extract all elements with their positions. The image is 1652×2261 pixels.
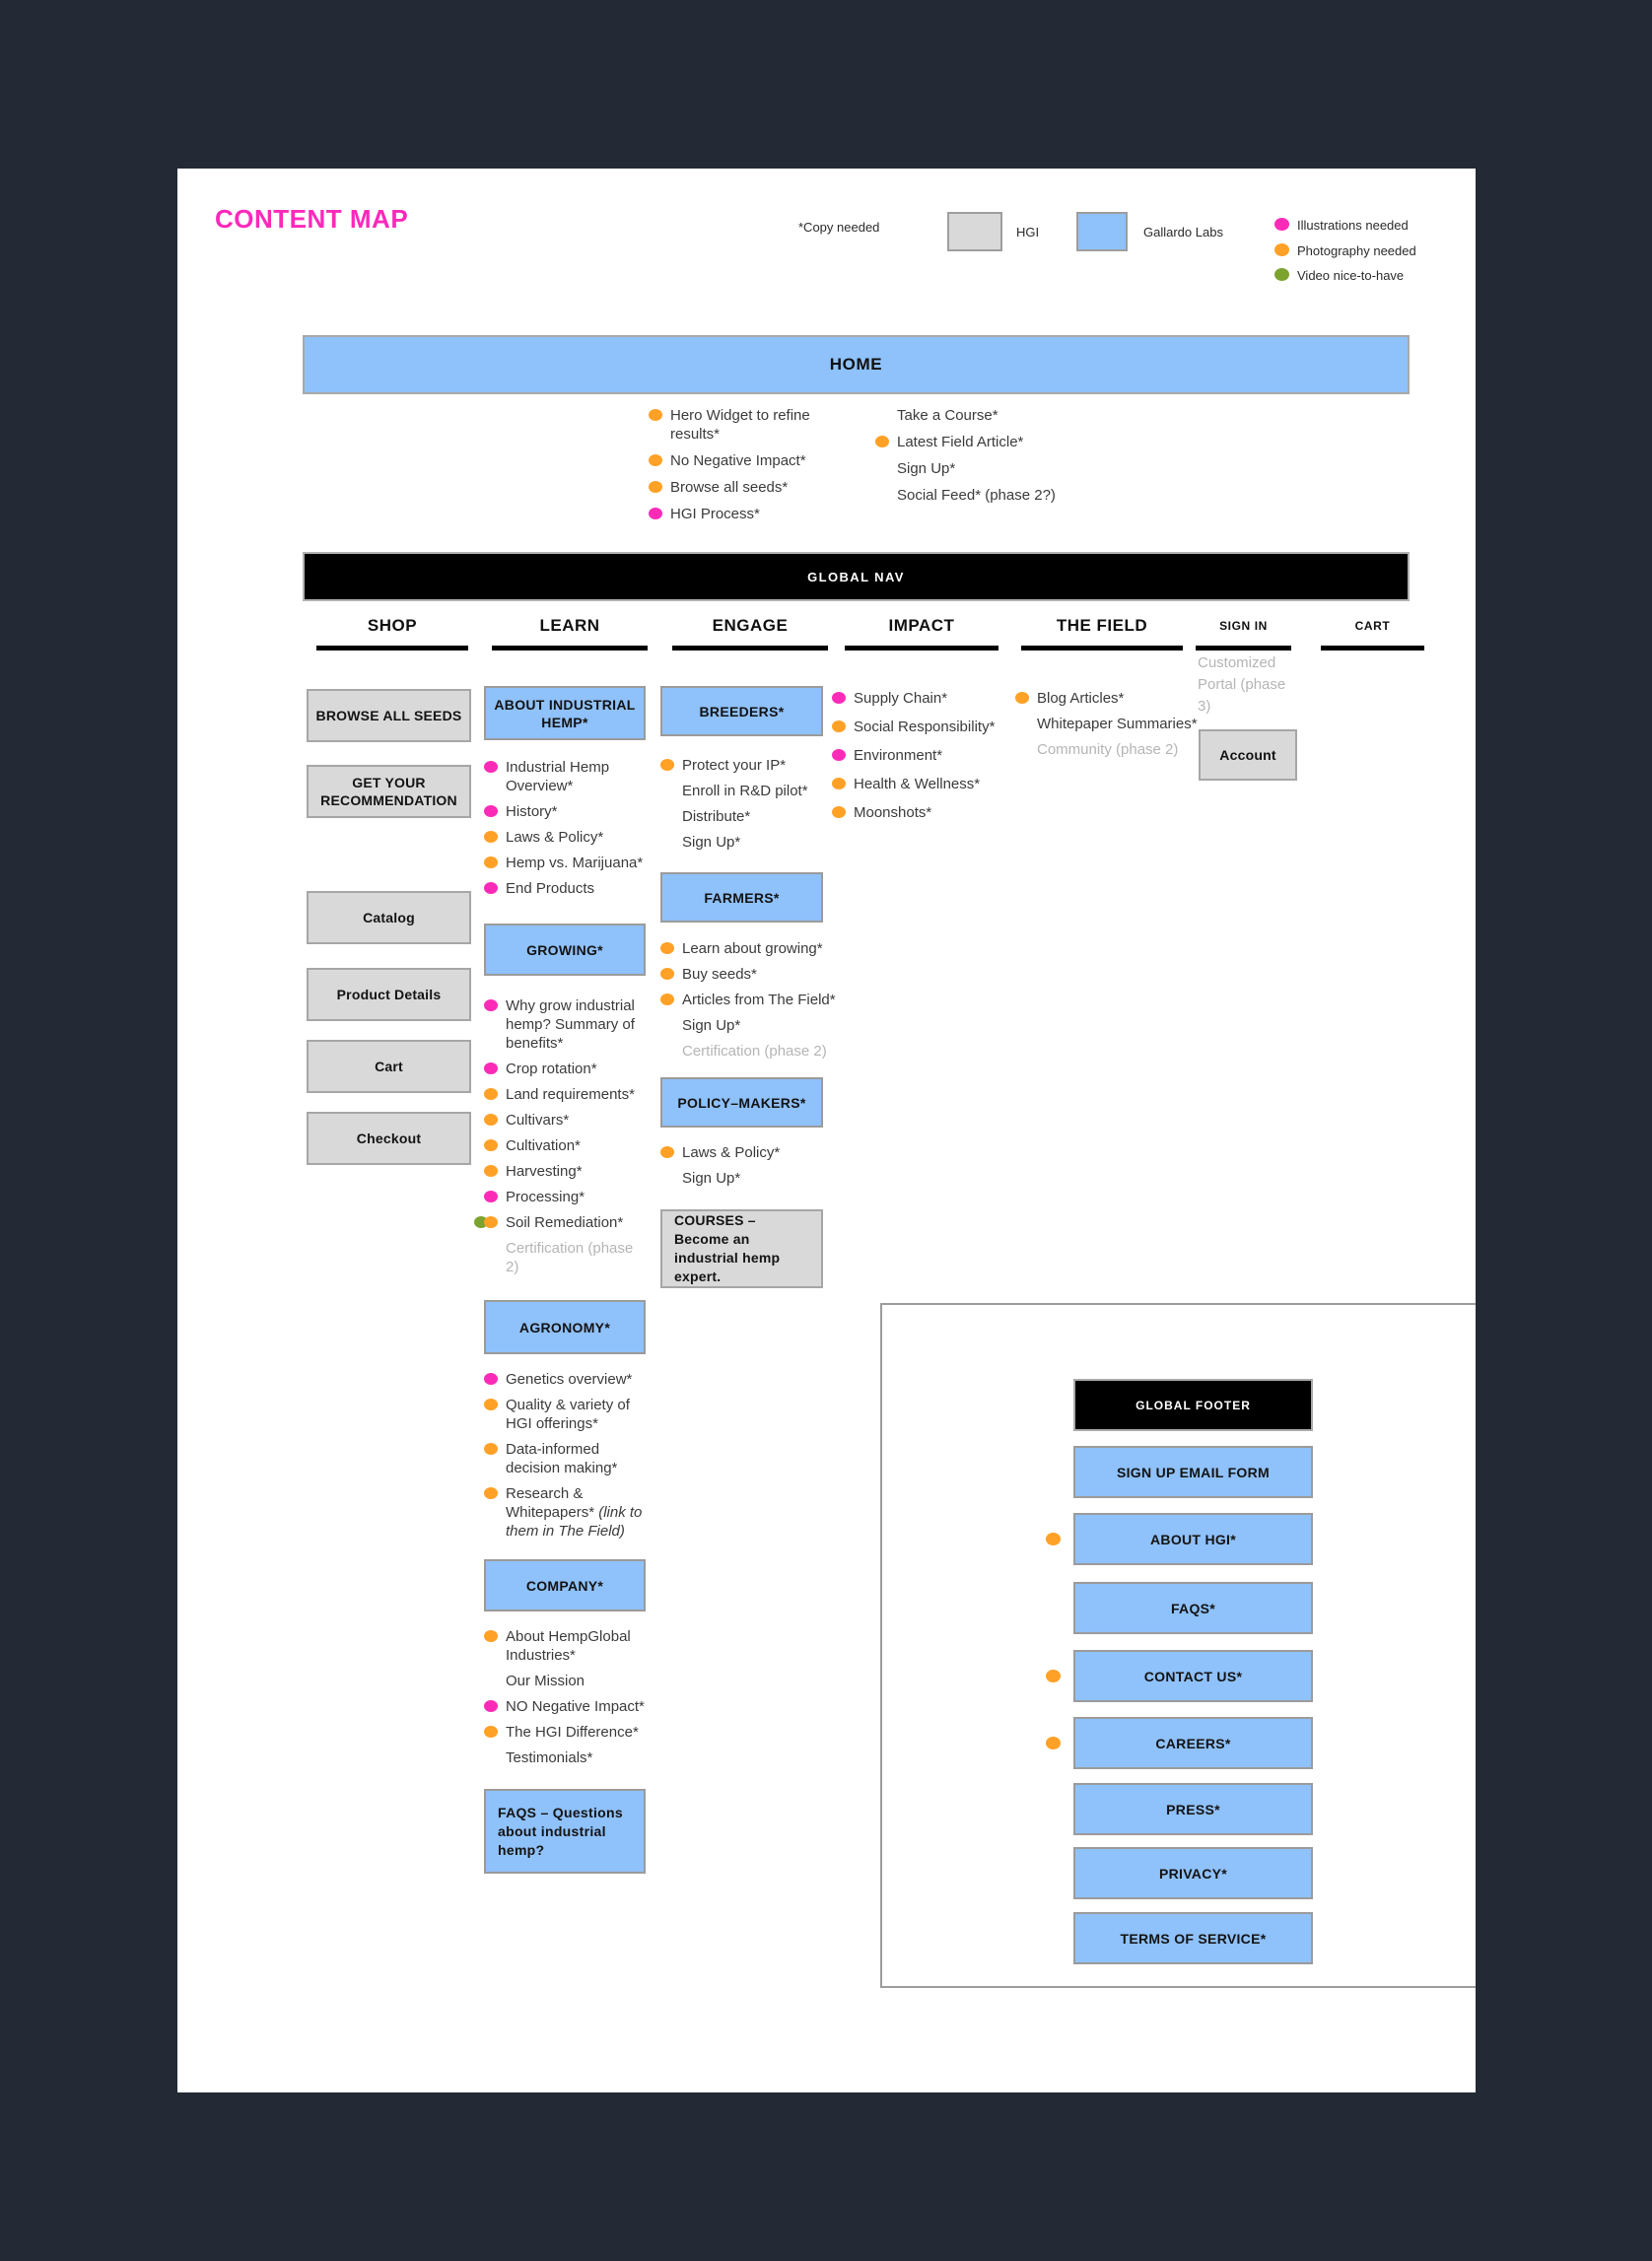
legend-copy-note: *Copy needed bbox=[798, 220, 880, 235]
list-item bbox=[484, 1723, 650, 1742]
item-label: Supply Chain* bbox=[854, 690, 948, 707]
nav-header-learn-label: LEARN bbox=[539, 616, 600, 635]
engage-list-farmers bbox=[660, 939, 848, 1067]
item-label: Environment* bbox=[854, 747, 943, 764]
orange-dot-icon bbox=[1015, 692, 1029, 704]
nav-header-sign-in bbox=[1196, 614, 1291, 651]
list-item bbox=[484, 1697, 650, 1716]
nav-header-cart bbox=[1321, 614, 1424, 651]
orange-dot-icon bbox=[832, 806, 846, 818]
sign-in-note: Customized Portal (phase 3) bbox=[1198, 654, 1286, 715]
item-label: Health & Wellness* bbox=[854, 776, 981, 792]
item-dots bbox=[484, 761, 498, 773]
orange-dot-icon bbox=[1046, 1670, 1061, 1682]
pink-dot-icon bbox=[484, 761, 498, 773]
footer-box-terms-of-service: TERMS OF SERVICE* bbox=[1073, 1912, 1313, 1964]
nav-header-impact-label: IMPACT bbox=[888, 616, 955, 635]
item-label: Quality & variety of HGI offerings* bbox=[506, 1397, 630, 1432]
orange-dot-icon bbox=[875, 436, 889, 447]
item-dots bbox=[484, 1062, 498, 1074]
item-label: The HGI Difference* bbox=[506, 1724, 639, 1741]
item-label: Latest Field Article* bbox=[897, 434, 1024, 450]
orange-dot-icon bbox=[484, 1114, 498, 1126]
item-dots bbox=[484, 1114, 498, 1126]
item-dots bbox=[875, 489, 889, 501]
item-label: Data-informed decision making* bbox=[506, 1441, 618, 1476]
list-item bbox=[1015, 715, 1203, 733]
item-label: Our Mission bbox=[506, 1673, 585, 1689]
item-dots bbox=[484, 1630, 498, 1642]
item-label: End Products bbox=[506, 880, 595, 897]
item-label: Take a Course* bbox=[897, 407, 998, 424]
page-title: CONTENT MAP bbox=[215, 204, 409, 234]
orange-dot-icon bbox=[484, 1216, 498, 1228]
engage-box-courses: COURSES – Become an industrial hemp expert. bbox=[660, 1209, 823, 1288]
orange-dot-icon bbox=[484, 856, 498, 868]
item-dots bbox=[649, 409, 662, 421]
item-label: Research & Whitepapers* (link to them in The Field) bbox=[506, 1485, 643, 1540]
legend-label-video: Video nice-to-have bbox=[1297, 268, 1405, 283]
item-dots bbox=[1015, 692, 1029, 704]
nav-header-shop bbox=[316, 614, 468, 651]
pink-dot-icon bbox=[484, 1191, 498, 1202]
item-dots bbox=[660, 1045, 674, 1057]
list-item bbox=[832, 718, 1014, 736]
learn-box-agronomy: AGRONOMY* bbox=[484, 1300, 646, 1354]
item-dots bbox=[484, 999, 498, 1011]
item-dots bbox=[484, 1165, 498, 1177]
list-item bbox=[875, 433, 1082, 451]
item-label: Land requirements* bbox=[506, 1086, 635, 1103]
orange-dot-icon bbox=[660, 942, 674, 954]
item-label: Enroll in R&D pilot* bbox=[682, 783, 808, 799]
nav-header-engage bbox=[672, 614, 828, 651]
item-dots bbox=[484, 1088, 498, 1100]
pink-dot-icon bbox=[649, 508, 662, 519]
item-dots bbox=[484, 1443, 498, 1455]
item-dots bbox=[484, 1700, 498, 1712]
global-footer-panel bbox=[880, 1303, 1476, 1988]
item-label: Blog Articles* bbox=[1037, 690, 1125, 707]
list-item bbox=[660, 807, 848, 826]
list-item bbox=[484, 1627, 650, 1665]
list-item bbox=[660, 1143, 848, 1162]
orange-dot-icon bbox=[832, 720, 846, 732]
shop-box-catalog: Catalog bbox=[307, 891, 471, 944]
list-item bbox=[832, 689, 1014, 708]
footer-box-sign-up-email-form: SIGN UP EMAIL FORM bbox=[1073, 1446, 1313, 1498]
nav-header-the-field bbox=[1021, 614, 1183, 651]
item-dots bbox=[660, 1019, 674, 1031]
orange-dot-icon bbox=[484, 1165, 498, 1177]
item-dots bbox=[832, 720, 846, 732]
item-dots bbox=[875, 462, 889, 474]
list-item bbox=[484, 1440, 650, 1477]
footer-box-global-footer: GLOBAL FOOTER bbox=[1073, 1379, 1313, 1431]
shop-box-get-your-recommendation: GET YOUR RECOMMENDATION bbox=[307, 765, 471, 818]
item-dots bbox=[649, 508, 662, 519]
item-label: Hero Widget to refine results* bbox=[670, 407, 810, 443]
item-dots bbox=[1015, 743, 1029, 755]
list-item bbox=[660, 939, 848, 958]
list-item bbox=[832, 775, 1014, 793]
item-dots bbox=[484, 1191, 498, 1202]
item-dots bbox=[649, 481, 662, 493]
item-dots bbox=[660, 968, 674, 980]
shop-box-cart: Cart bbox=[307, 1040, 471, 1093]
the-field-list bbox=[1015, 689, 1203, 766]
learn-list-agronomy bbox=[484, 1370, 650, 1547]
list-item bbox=[660, 991, 848, 1009]
nav-header-sign-in-underline bbox=[1196, 646, 1291, 651]
item-dots bbox=[484, 1399, 498, 1410]
learn-box-faqs: FAQS – Questions about industrial hemp? bbox=[484, 1789, 646, 1874]
video-dot-icon bbox=[1274, 268, 1289, 281]
item-label: Harvesting* bbox=[506, 1163, 583, 1180]
nav-header-engage-underline bbox=[672, 646, 828, 651]
list-item bbox=[484, 1748, 650, 1767]
item-dots bbox=[484, 1242, 498, 1254]
account-node: Account bbox=[1199, 729, 1297, 781]
item-dots bbox=[832, 806, 846, 818]
orange-dot-icon bbox=[484, 1399, 498, 1410]
footer-box-faqs: FAQS* bbox=[1073, 1582, 1313, 1634]
list-item bbox=[484, 1484, 650, 1541]
list-item bbox=[660, 1169, 848, 1188]
list-item bbox=[484, 1370, 650, 1389]
item-dots bbox=[660, 759, 674, 771]
nav-header-the-field-underline bbox=[1021, 646, 1183, 651]
legend-swatch-gallardo bbox=[1076, 212, 1128, 251]
nav-header-learn bbox=[492, 614, 648, 651]
item-label: Laws & Policy* bbox=[506, 829, 604, 846]
item-label: Genetics overview* bbox=[506, 1371, 633, 1388]
engage-list-breeders bbox=[660, 756, 848, 858]
list-item bbox=[1015, 689, 1203, 708]
item-dots bbox=[649, 454, 662, 466]
learn-list-company bbox=[484, 1627, 650, 1774]
pink-dot-icon bbox=[484, 999, 498, 1011]
item-dots bbox=[660, 1172, 674, 1184]
orange-dot-icon bbox=[660, 968, 674, 980]
orange-dot-icon bbox=[649, 454, 662, 466]
item-label: HGI Process* bbox=[670, 506, 760, 522]
item-label: Buy seeds* bbox=[682, 966, 757, 983]
item-label: Whitepaper Summaries* bbox=[1037, 716, 1198, 732]
item-dots bbox=[484, 1751, 498, 1763]
item-dots bbox=[660, 942, 674, 954]
item-label: Certification (phase 2) bbox=[506, 1240, 634, 1275]
item-label: Industrial Hemp Overview* bbox=[506, 759, 610, 794]
item-label: NO Negative Impact* bbox=[506, 1698, 645, 1715]
nav-header-sign-in-label: SIGN IN bbox=[1219, 619, 1268, 633]
item-label: About HempGlobal Industries* bbox=[506, 1628, 631, 1664]
footer-box-privacy: PRIVACY* bbox=[1073, 1847, 1313, 1899]
orange-dot-icon bbox=[484, 1630, 498, 1642]
pink-dot-icon bbox=[832, 692, 846, 704]
list-item bbox=[875, 486, 1082, 505]
learn-list-growing bbox=[484, 996, 650, 1283]
legend-swatch-hgi bbox=[947, 212, 1002, 251]
list-item bbox=[649, 451, 824, 470]
orange-dot-icon bbox=[1046, 1533, 1061, 1545]
list-item bbox=[660, 833, 848, 852]
orange-dot-icon bbox=[484, 1487, 498, 1499]
list-item bbox=[484, 1188, 650, 1206]
item-dots bbox=[832, 749, 846, 761]
list-item bbox=[484, 1396, 650, 1433]
pink-dot-icon bbox=[484, 882, 498, 894]
nav-header-cart-underline bbox=[1321, 646, 1424, 651]
item-label: Sign Up* bbox=[682, 834, 741, 851]
list-item bbox=[649, 478, 824, 497]
item-dots bbox=[484, 1216, 498, 1228]
list-item bbox=[649, 505, 824, 523]
item-dots bbox=[484, 1675, 498, 1686]
list-item bbox=[832, 803, 1014, 822]
footer-box-press: PRESS* bbox=[1073, 1783, 1313, 1835]
item-dots bbox=[875, 409, 889, 421]
list-item bbox=[484, 758, 650, 795]
list-item bbox=[660, 1042, 848, 1061]
item-label: Social Responsibility* bbox=[854, 719, 996, 735]
item-dots bbox=[484, 805, 498, 817]
shop-box-checkout: Checkout bbox=[307, 1112, 471, 1165]
item-dots bbox=[660, 785, 674, 796]
photography-dot-icon bbox=[1274, 243, 1289, 256]
item-label: Browse all seeds* bbox=[670, 479, 789, 496]
orange-dot-icon bbox=[660, 993, 674, 1005]
nav-header-impact bbox=[845, 614, 998, 651]
item-label: Sign Up* bbox=[682, 1170, 741, 1187]
legend-label-illustrations: Illustrations needed bbox=[1297, 218, 1409, 233]
item-label: Cultivation* bbox=[506, 1137, 581, 1154]
item-label: Soil Remediation* bbox=[506, 1214, 624, 1231]
learn-box-growing: GROWING* bbox=[484, 924, 646, 976]
learn-list-about bbox=[484, 758, 650, 905]
home-right-list bbox=[875, 406, 1082, 513]
pink-dot-icon bbox=[484, 805, 498, 817]
nav-header-impact-underline bbox=[845, 646, 998, 651]
orange-dot-icon bbox=[484, 1443, 498, 1455]
list-item bbox=[484, 828, 650, 847]
illustrations-dot-icon bbox=[1274, 218, 1289, 231]
orange-dot-icon bbox=[1046, 1737, 1061, 1749]
nav-header-cart-label: CART bbox=[1354, 619, 1391, 633]
list-item bbox=[660, 756, 848, 775]
item-note: (link to them in The Field) bbox=[506, 1504, 643, 1540]
item-dots bbox=[484, 1139, 498, 1151]
list-item bbox=[660, 1016, 848, 1035]
list-item bbox=[832, 746, 1014, 765]
list-item bbox=[484, 879, 650, 898]
item-dots bbox=[1015, 718, 1029, 729]
list-item bbox=[484, 1239, 650, 1276]
engage-box-farmers: FARMERS* bbox=[660, 872, 823, 923]
nav-header-learn-underline bbox=[492, 646, 648, 651]
item-label: Crop rotation* bbox=[506, 1061, 597, 1077]
nav-header-the-field-label: THE FIELD bbox=[1056, 616, 1148, 635]
list-item bbox=[660, 965, 848, 984]
item-label: Certification (phase 2) bbox=[682, 1043, 827, 1060]
item-label: Community (phase 2) bbox=[1037, 741, 1179, 758]
item-label: Hemp vs. Marijuana* bbox=[506, 855, 644, 871]
item-dots bbox=[832, 778, 846, 789]
list-item bbox=[875, 406, 1082, 425]
list-item bbox=[649, 406, 824, 444]
engage-box-policy-makers: POLICY–MAKERS* bbox=[660, 1077, 823, 1128]
orange-dot-icon bbox=[484, 1726, 498, 1738]
item-label: Protect your IP* bbox=[682, 757, 787, 774]
content-map-page bbox=[177, 169, 1476, 2092]
list-item bbox=[484, 1162, 650, 1181]
shop-box-browse-all-seeds: BROWSE ALL SEEDS bbox=[307, 689, 471, 742]
item-dots bbox=[484, 1726, 498, 1738]
list-item bbox=[484, 1136, 650, 1155]
item-dots bbox=[875, 436, 889, 447]
list-item bbox=[484, 802, 650, 821]
legend-label-gallardo: Gallardo Labs bbox=[1143, 225, 1223, 240]
item-label: Testimonials* bbox=[506, 1749, 593, 1766]
orange-dot-icon bbox=[660, 759, 674, 771]
footer-box-contact-us: CONTACT US* bbox=[1073, 1650, 1313, 1702]
item-label: Articles from The Field* bbox=[682, 992, 836, 1008]
learn-box-about-industrial-hemp: ABOUT INDUSTRIAL HEMP* bbox=[484, 686, 646, 740]
list-item bbox=[484, 1060, 650, 1078]
item-label: Learn about growing* bbox=[682, 940, 823, 957]
list-item bbox=[1015, 740, 1203, 759]
item-label: Why grow industrial hemp? Summary of benefits* bbox=[506, 997, 635, 1052]
item-label: Social Feed* (phase 2?) bbox=[897, 487, 1056, 504]
orange-dot-icon bbox=[649, 481, 662, 493]
item-label: Sign Up* bbox=[897, 460, 956, 477]
item-label: Processing* bbox=[506, 1189, 585, 1205]
legend-label-photography: Photography needed bbox=[1297, 243, 1416, 258]
engage-box-breeders: BREEDERS* bbox=[660, 686, 823, 736]
home-node: HOME bbox=[303, 335, 1410, 394]
list-item bbox=[484, 1111, 650, 1130]
item-dots bbox=[832, 692, 846, 704]
list-item bbox=[484, 1085, 650, 1104]
item-label: History* bbox=[506, 803, 558, 820]
footer-box-about-hgi: ABOUT HGI* bbox=[1073, 1513, 1313, 1565]
footer-box-careers: CAREERS* bbox=[1073, 1717, 1313, 1769]
orange-dot-icon bbox=[484, 1088, 498, 1100]
orange-dot-icon bbox=[660, 1146, 674, 1158]
item-dots bbox=[660, 1146, 674, 1158]
impact-list bbox=[832, 689, 1014, 832]
list-item bbox=[875, 459, 1082, 478]
item-dots bbox=[660, 810, 674, 822]
orange-dot-icon bbox=[832, 778, 846, 789]
nav-header-engage-label: ENGAGE bbox=[712, 616, 789, 635]
home-left-list bbox=[649, 406, 824, 531]
orange-dot-icon bbox=[484, 831, 498, 843]
list-item bbox=[660, 782, 848, 800]
learn-box-company: COMPANY* bbox=[484, 1559, 646, 1611]
pink-dot-icon bbox=[484, 1062, 498, 1074]
orange-dot-icon bbox=[649, 409, 662, 421]
item-dots bbox=[660, 836, 674, 848]
engage-list-policy-makers bbox=[660, 1143, 848, 1195]
item-label: Laws & Policy* bbox=[682, 1144, 781, 1161]
pink-dot-icon bbox=[832, 749, 846, 761]
item-label: Moonshots* bbox=[854, 804, 932, 821]
legend-label-hgi: HGI bbox=[1016, 225, 1040, 240]
item-dots bbox=[660, 993, 674, 1005]
item-dots bbox=[484, 1487, 498, 1499]
list-item bbox=[484, 1213, 650, 1232]
item-dots bbox=[484, 831, 498, 843]
item-dots bbox=[484, 882, 498, 894]
pink-dot-icon bbox=[484, 1700, 498, 1712]
global-nav-node: GLOBAL NAV bbox=[303, 552, 1410, 601]
item-label: Distribute* bbox=[682, 808, 751, 825]
nav-header-shop-label: SHOP bbox=[367, 616, 418, 635]
item-dots bbox=[484, 856, 498, 868]
item-label: Cultivars* bbox=[506, 1112, 570, 1129]
nav-header-shop-underline bbox=[316, 646, 468, 651]
orange-dot-icon bbox=[484, 1139, 498, 1151]
list-item bbox=[484, 996, 650, 1053]
pink-dot-icon bbox=[484, 1373, 498, 1385]
item-dots bbox=[484, 1373, 498, 1385]
shop-box-product-details: Product Details bbox=[307, 968, 471, 1021]
list-item bbox=[484, 854, 650, 872]
list-item bbox=[484, 1672, 650, 1690]
item-label: Sign Up* bbox=[682, 1017, 741, 1034]
item-label: No Negative Impact* bbox=[670, 452, 806, 469]
